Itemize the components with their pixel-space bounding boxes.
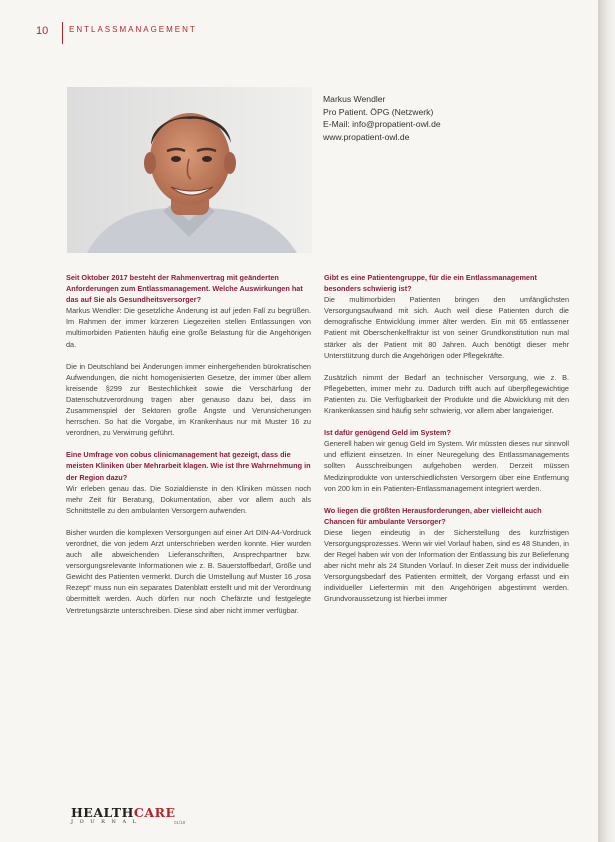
logo-wordmark [71,805,176,820]
answer: Generell haben wir genug Geld im System. Wir müssten dieses nur sinnvoll und effizient einsetzen. In einer Neuregelung des Entlassmanagements sollten Ausschreibungen aufgehoben werden. Derzeit müssen Medizinprodukte von unterschiedlichsten Versorgern über eine Entfernung von 200 km in ein Patienten-Entlassmanagement integriert werden. [324,439,569,493]
question: Seit Oktober 2017 besteht der Rahmenvertrag mit geänderten Anforderungen zum Entlassmanagement. Welche Auswirkungen hat das auf Sie als Gesundheitsversorger? [66,273,303,305]
contact-email[interactable]: E-Mail: info@propatient-owl.de [323,119,441,130]
right-column [324,272,569,616]
journal-logo [71,805,176,825]
answer: Diese liegen eindeutig in der Sicherstellung des kurzfristigen Versorgungsprozesses. Wenn wir viel Vorlauf haben, sind es 48 Stunden, in der Regel haben wir von der Information der Entlassung bis zur Belieferung aber nicht mehr als 24 Stunden Vorlauf. In dieser Zeit muss der individuelle Versorgungsbedarf des Patienten ermittelt, der Vorgang erfasst und ein individueller Liefertermin mit den Angehörigen abgestimmt werden. Grundvoraussetzung ist hierbei immer [324,527,569,604]
answer: Wir erleben genau das. Die Sozialdienste in den Kliniken müssen noch mehr Zeit für Beratung, Dokumentation, aber vor allem auch als Schnittstelle zu den ambulanten Versorgern aufwenden. [66,483,311,515]
contact-block [323,93,441,143]
adjacent-page-edge [598,0,615,842]
page-number: 10 [36,25,49,37]
question: Gibt es eine Patientengruppe, für die ein Entlassmanagement besonders schwierig ist? [324,273,537,294]
contact-website[interactable]: www.propatient-owl.de [323,131,410,142]
left-column [66,272,311,627]
portrait-photo [67,87,312,253]
answer: Markus Wendler: Die gesetzliche Änderung ist auf jeden Fall zu begrüßen. Im Rahmen der immer kürzeren Liegezeiten stellen Entlassungen von multimorbiden Patienten häufig eine große Belastung für die Angehörigen da. [66,306,311,349]
logo-care: CARE [133,805,176,820]
logo-subtitle: JOURNAL [71,819,143,825]
answer: Zusätzlich nimmt der Bedarf an technischer Versorgung, wie z. B. Pflegebetten, immer mehr zu. Dadurch trifft auch auf überpflegewichtige Patienten zu. Die Verfügbarkeit der Produkte und die Abwicklung mit den Krankenkassen sind häufig sehr schwierig, vor allem aber langwieriger. [324,372,569,416]
contact-name: Markus Wendler [323,94,386,104]
question: Ist dafür genügend Geld im System? [324,428,451,438]
header-divider [62,22,63,44]
answer: Die multimorbiden Patienten bringen den umfänglichsten Versorgungsaufwand mit sich. Auch weil diese Patienten durch die demografische Entwicklung immer älter werden. Ein mit 65 entlassener Patient mit Oberschenkelfraktur ist von seiner Grundkonstitution nun mal stärker als der Patient mit 80 Jahren. Auch benötigt dieser mehr Unterstützung durch die Angehörigen oder Pflegekräfte. [324,295,569,360]
answer: Die in Deutschland bei Änderungen immer einhergehenden bürokratischen Aufwendungen, die nicht homogenisierten Gesetze, der immer über allem kreisende §299 zur Bestechlichkeit sowie die Verschärfung der Datenschutzverordnung tragen aber genauso dazu bei, dass im Zusammenspiel der Sektoren große Ängste und Verunsicherungen herrschen. So hat die Vorgabe, im Krankenhaus nur mit Muster 16 zu verordnen, zu Verwirrung geführt. [66,361,311,438]
logo-health: HEALTH [71,805,134,820]
section-title: ENTLASSMANAGEMENT [69,25,197,34]
question: Eine Umfrage von cobus clinicmanagement hat gezeigt, dass die meisten Kliniken über Mehrarbeit klagen. Wie ist Ihre Wahrnehmung in der Region dazu? [66,450,311,482]
issue-number: 01/19 [174,820,186,825]
contact-organisation: Pro Patient. ÖPG (Netzwerk) [323,106,434,117]
question: Wo liegen die größten Herausforderungen, aber vielleicht auch Chancen für ambulante Versorger? [324,505,542,526]
answer: Bisher wurden die komplexen Versorgungen auf einer Art DIN-A4-Vordruck verordnet, die von jedem Arzt unterschrieben werden konnte. Hier wurden auch alle abweichenden Lieferanschriften, Ansprechpartner bzw. versorgungsrelevante Informationen wie z. B. Sauerstoffbedarf, Größe und Gewicht des Patienten vermerkt. Durch die Umstellung auf Muster 16 „rosa Rezept“ muss nun ein separates Datenblatt erstellt und mit der Verordnung übermittelt werden. Auch dürfen nur noch Chefärzte und festgelegte Vertretungsärzte unterschreiben. Diese sind aber nicht immer verfügbar. [66,527,311,615]
